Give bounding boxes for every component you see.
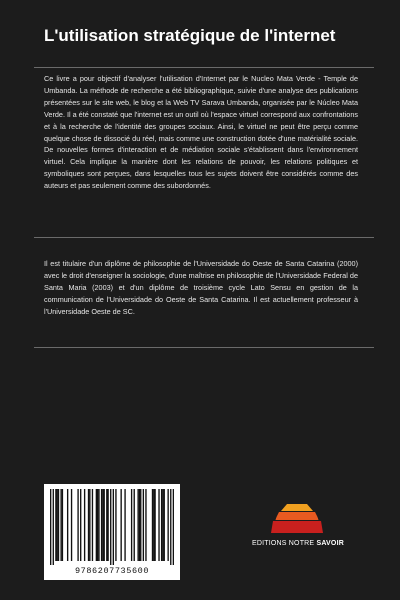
divider-middle [34, 237, 374, 238]
publisher-name [252, 540, 342, 547]
divider-bottom [34, 347, 374, 348]
isbn-barcode [44, 484, 180, 580]
divider-top [34, 67, 374, 68]
barcode-bars [50, 489, 174, 565]
book-description: Ce livre a pour objectif d'analyser l'utilisation d'Internet par le Nucleo Mata Verde - Temple de Umbanda. La méthode de recherche a été bibliographique, suivie d'une analyse des publications présentées sur le site web, le blog et la Web TV Sarava Umbanda, organisée par le Núcleo Mata Verde. Il a été constaté que l'internet est un outil où l'espace virtuel correspond aux confrontations et à la recherche de l'identité des groupes sociaux. Ainsi, le virtuel ne peut être perçu comme quelque chose de dissocié du réel, mais comme une construction dotée d'une matérialité sociale. De nouvelles formes d'interaction et de médiation sociale s'établissent dans l'environnement virtuel. Cela implique la manière dont les relations de pouvoir, les relations politiques et symboliques sont perçues, dans lesquelles tous les sujets doivent être considérés comme des auteurs et pas seulement comme des subordonnés. [44, 74, 358, 191]
publisher-name-prefix: EDITIONS NOTRE [252, 540, 317, 547]
stacked-books-icon [261, 500, 333, 538]
book-title: L'utilisation stratégique de l'internet [44, 26, 336, 45]
publisher-name-emphasis: SAVOIR [316, 540, 344, 547]
publisher-logo [252, 500, 342, 560]
author-bio: Il est titulaire d'un diplôme de philosophie de l'Universidade do Oeste de Santa Catarina (2000) avec le droit d'enseigner la sociologie, d'une maîtrise en philosophie de l'Universidade Federal de Santa Maria (2003) et d'un diplôme de troisième cycle Lato Sensu en gestion de la communication de l'Universidade do Oeste de Santa Catarina. Il est actuellement professeur à l'Universidade Oeste de SC. [44, 259, 358, 316]
isbn-number: 9786207735600 [74, 566, 150, 576]
